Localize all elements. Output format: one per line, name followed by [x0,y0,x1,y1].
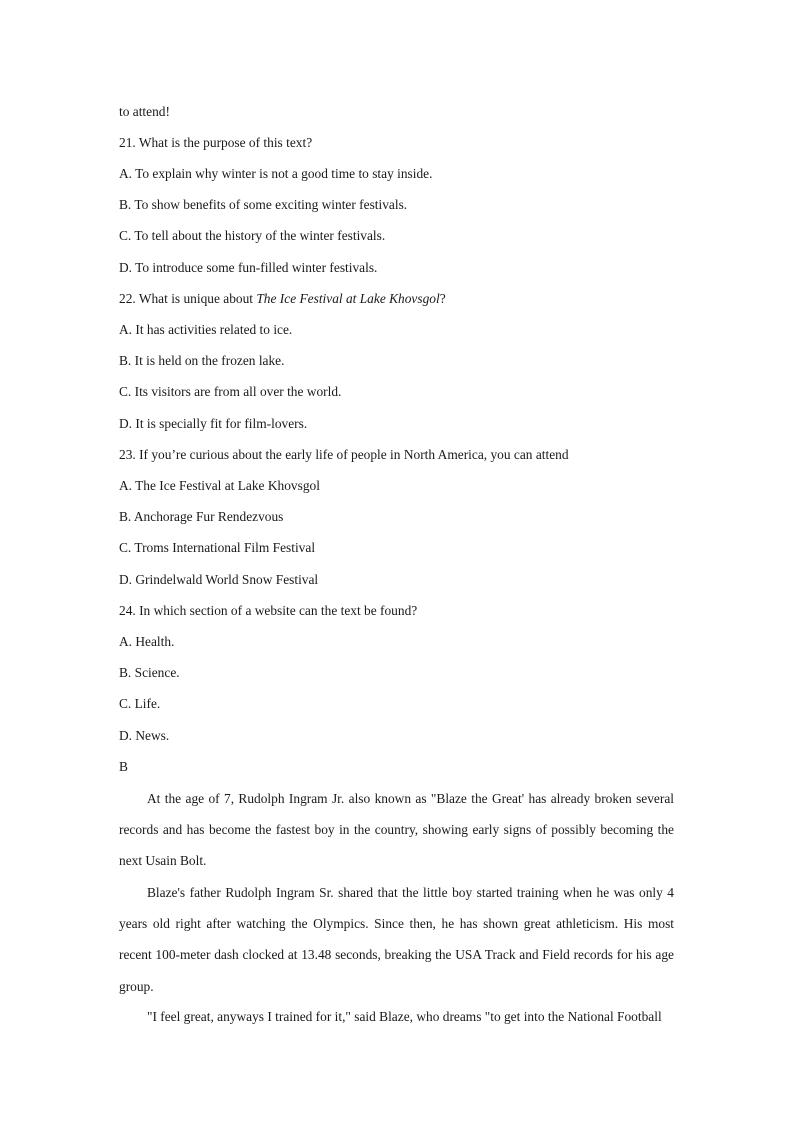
question-23: 23. If you’re curious about the early life of people in North America, you can attend [119,447,569,462]
passage-paragraph-1: At the age of 7, Rudolph Ingram Jr. also known as "Blaze the Great' has already broken several records and has become the fastest boy in the country, showing early signs of possibly becoming the next Usain Bolt. [119,791,674,869]
question-22-prefix: 22. What is unique about [119,291,257,306]
question-23-option-b: B. Anchorage Fur Rendezvous [119,509,284,524]
question-22-festival-name: The Ice Festival at Lake Khovsgol [256,291,440,306]
question-23-option-d: D. Grindelwald World Snow Festival [119,572,319,587]
question-23-option-c: C. Troms International Film Festival [119,540,316,555]
question-24-option-c: C. Life. [119,696,161,711]
question-21-option-d: D. To introduce some fun-filled winter festivals. [119,260,378,275]
section-heading-b: B [119,759,128,774]
question-23-option-a: A. The Ice Festival at Lake Khovsgol [119,478,320,493]
question-24-option-b: B. Science. [119,665,180,680]
question-22 [119,290,446,308]
passage-paragraph-3: "I feel great, anyways I trained for it," said Blaze, who dreams "to get into the National Football [147,1009,662,1024]
question-22-option-b: B. It is held on the frozen lake. [119,353,285,368]
question-24: 24. In which section of a website can the text be found? [119,603,418,618]
question-21-option-a: A. To explain why winter is not a good time to stay inside. [119,166,433,181]
question-22-option-c: C. Its visitors are from all over the world. [119,384,342,399]
question-22-suffix: ? [439,291,446,306]
passage-paragraph-2: Blaze's father Rudolph Ingram Sr. shared that the little boy started training when he was only 4 years old right after watching the Olympics. Since then, he has shown great athleticism. His most recent 100-meter dash clocked at 13.48 seconds, breaking the USA Track and Field records for his age group. [119,885,674,994]
question-24-option-d: D. News. [119,728,170,743]
question-22-option-d: D. It is specially fit for film-lovers. [119,416,308,431]
text-line-to-attend: to attend! [119,104,170,119]
question-21: 21. What is the purpose of this text? [119,135,313,150]
question-24-option-a: A. Health. [119,634,175,649]
question-22-option-a: A. It has activities related to ice. [119,322,293,337]
question-21-option-c: C. To tell about the history of the winter festivals. [119,228,386,243]
question-21-option-b: B. To show benefits of some exciting winter festivals. [119,197,408,212]
